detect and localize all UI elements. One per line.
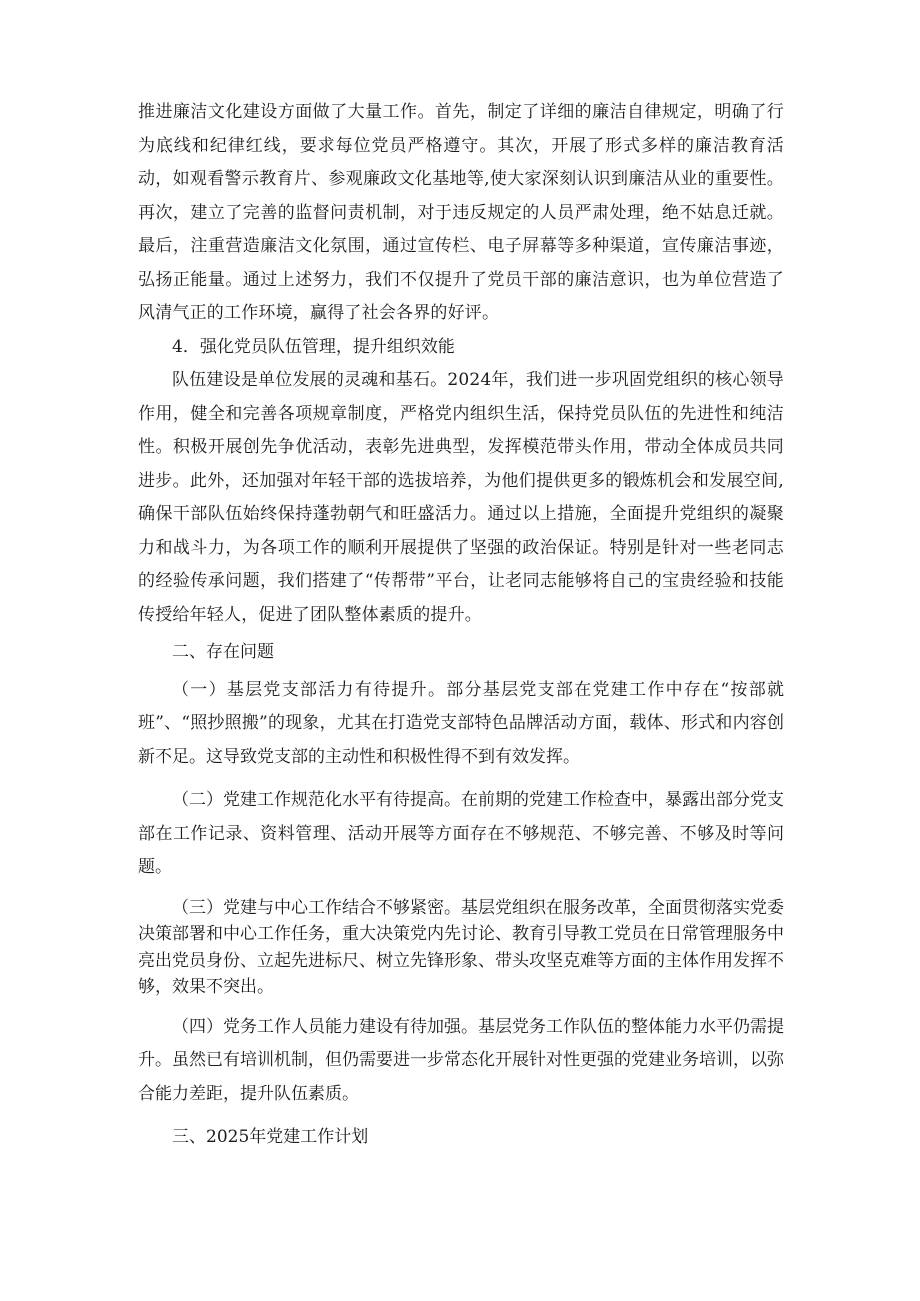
section-heading-2025-plan: 三、2025年党建工作计划	[172, 1127, 369, 1147]
issue-item-4: （四）党务工作人员能力建设有待加强。基层党务工作队伍的整体能力水平仍需提升。虽然已有培训机制，但仍需要进一步常态化开展针对性更强的党建业务培训，以弥合能力差距，提升队伍素质。	[138, 1016, 784, 1104]
document-page	[138, 96, 784, 1155]
paragraph-team-building: 队伍建设是单位发展的灵魂和基石。2024年，我们进一步巩固党组织的核心领导作用，健全和完善各项规章制度，严格党内组织生活，保持党员队伍的先进性和纯洁性。积极开展创先争优活动，表彰先进典型，发挥模范带头作用，带动全体成员共同进步。此外，还加强对年轻干部的选拔培养，为他们提供更多的锻炼机会和发展空间,确保干部队伍始终保持蓬勃朝气和旺盛活力。通过以上措施，全面提升党组织的凝聚力和战斗力，为各项工作的顺利开展提供了坚强的政治保证。特别是针对一些老同志的经验传承问题，我们搭建了“传帮带”平台，让老同志能够将自己的宝贵经验和技能传授给年轻人，促进了团队整体素质的提升。	[138, 370, 784, 625]
paragraph-integrity-culture: 推进廉洁文化建设方面做了大量工作。首先，制定了详细的廉洁自律规定，明确了行为底线和纪律红线，要求每位党员严格遵守。其次，开展了形式多样的廉洁教育活动，如观看警示教育片、参观廉政文化基地等,使大家深刻认识到廉洁从业的重要性。再次，建立了完善的监督问责机制，对于违反规定的人员严肃处理，绝不姑息迁就。最后，注重营造廉洁文化氛围，通过宣传栏、电子屏幕等多种渠道，宣传廉洁事迹，弘扬正能量。通过上述努力，我们不仅提升了党员干部的廉洁意识，也为单位营造了风清气正的工作环境，赢得了社会各界的好评。	[138, 102, 784, 323]
subheading-team-management: 4．强化党员队伍管理，提升组织效能	[172, 336, 455, 357]
section-heading-problems: 二、存在问题	[172, 642, 274, 662]
issue-item-3: （三）党建与中心工作结合不够紧密。基层党组织在服务改革，全面贯彻落实党委决策部署和中心工作任务，重大决策党内先讨论、教育引导教工党员在日常管理服务中亮出党员身份、立起先进标尺、树立先锋形象、带头攻坚克难等方面的主体作用发挥不够，效果不突出。	[138, 897, 784, 997]
issue-item-2: （二）党建工作规范化水平有待提高。在前期的党建工作检查中，暴露出部分党支部在工作记录、资料管理、活动开展等方面存在不够规范、不够完善、不够及时等问题。	[138, 790, 784, 877]
issue-item-1: （一）基层党支部活力有待提升。部分基层党支部在党建工作中存在“按部就班”、“照抄照搬”的现象，尤其在打造党支部特色品牌活动方面，载体、形式和内容创新不足。这导致党支部的主动性和积极性得不到有效发挥。	[138, 679, 784, 767]
